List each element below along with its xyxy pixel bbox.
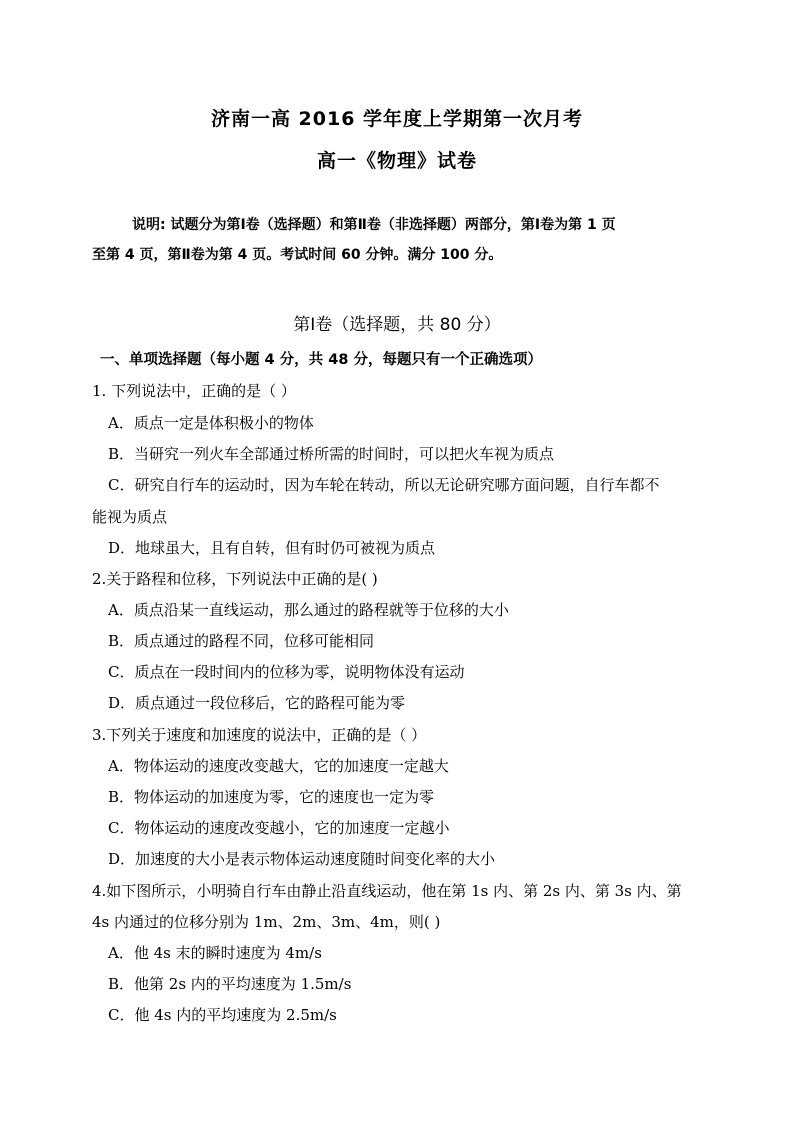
instructions-line-2: 至第 4 页，第Ⅱ卷为第 4 页。考试时间 60 分钟。满分 100 分。	[92, 247, 503, 263]
question-4-stem-continued: 4s 内通过的位移分别为 1m、2m、3m、4m，则( )	[92, 913, 441, 931]
section-title: 第Ⅰ卷（选择题，共 80 分）	[293, 315, 501, 335]
question-4-option-c: C．他 4s 内的平均速度为 2.5m/s	[108, 1006, 337, 1024]
question-1-option-c: C．研究自行车的运动时，因为车轮在转动，所以无论研究哪方面问题，自行车都不	[108, 476, 660, 494]
question-2-stem: 2.关于路程和位移，下列说法中正确的是( )	[92, 570, 378, 588]
question-4-option-b: B．他第 2s 内的平均速度为 1.5m/s	[108, 975, 352, 993]
question-2-option-c: C．质点在一段时间内的位移为零，说明物体没有运动	[108, 663, 465, 681]
question-2-option-a: A．质点沿某一直线运动，那么通过的路程就等于位移的大小	[108, 601, 509, 619]
question-1-stem: 1. 下列说法中，正确的是（ ）	[92, 382, 296, 400]
question-4-option-a: A．他 4s 末的瞬时速度为 4m/s	[108, 944, 322, 962]
question-4-stem: 4.如下图所示，小明骑自行车由静止沿直线运动，他在第 1s 内、第 2s 内、第 3s 内、第	[92, 882, 682, 900]
question-3-option-b: B．物体运动的加速度为零，它的速度也一定为零	[108, 788, 435, 806]
instructions-line-1: 说明: 试题分为第Ⅰ卷（选择题）和第Ⅱ卷（非选择题）两部分，第Ⅰ卷为第 1 页	[132, 217, 616, 233]
part-title: 一、单项选择题（每小题 4 分，共 48 分，每题只有一个正确选项）	[100, 352, 542, 368]
question-1-option-c-continued: 能视为质点	[92, 508, 168, 526]
exam-title: 济南一高 2016 学年度上学期第一次月考	[210, 108, 584, 130]
question-1-option-a: A．质点一定是体积极小的物体	[108, 414, 314, 432]
question-2-option-d: D．质点通过一段位移后，它的路程可能为零	[108, 694, 406, 712]
question-3-stem: 3.下列关于速度和加速度的说法中，正确的是（ ）	[92, 726, 427, 744]
question-3-option-d: D．加速度的大小是表示物体运动速度随时间变化率的大小	[108, 850, 496, 868]
question-1-option-b: B．当研究一列火车全部通过桥所需的时间时，可以把火车视为质点	[108, 445, 555, 463]
question-1-option-d: D．地球虽大，且有自转，但有时仍可被视为质点	[108, 539, 436, 557]
question-2-option-b: B．质点通过的路程不同，位移可能相同	[108, 632, 375, 650]
exam-subtitle: 高一《物理》试卷	[316, 150, 477, 172]
question-3-option-a: A．物体运动的速度改变越大，它的加速度一定越大	[108, 757, 449, 775]
question-3-option-c: C．物体运动的速度改变越小，它的加速度一定越小	[108, 819, 450, 837]
